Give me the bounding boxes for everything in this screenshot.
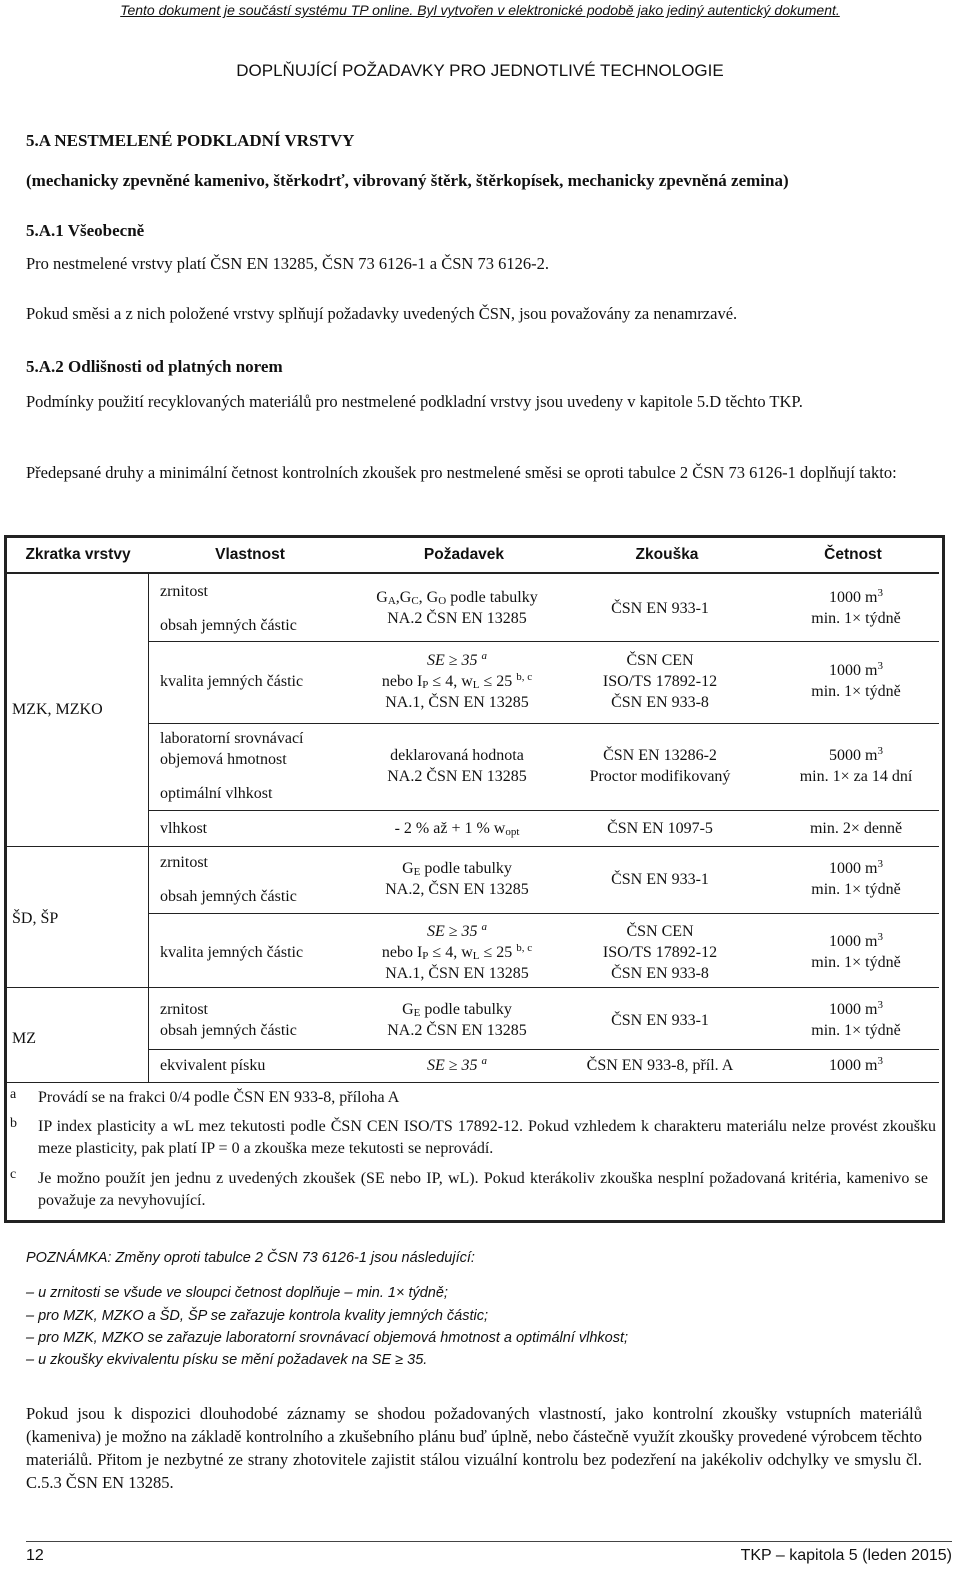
frequency: 5000 $m^3$ [829,745,883,764]
property: obsah jemných částic [160,617,297,634]
grid-line [7,1082,939,1083]
test: ČSN EN 933-1 [611,1012,709,1029]
requirement: NA.2 ČSN EN 13285 [387,768,527,785]
frequency: min. 2× denně [809,820,903,837]
requirement: nebo $I_P \le 4$, $w_L \le 25$ $^{b, c}$ [381,942,533,962]
grid-line [148,913,939,914]
frequency: 1000 $m^3$ [829,858,883,877]
property: objemová hmotnost [160,751,287,768]
section-subheading: (mechanicky zpevněné kamenivo, štěrkodrť, vibrovaný štěrk, štěrkopísek, mechanicky zpevněná zemina) [26,171,789,190]
property: zrnitost [160,854,208,871]
test: ČSN EN 933-1 [611,871,709,888]
note-mark: a [10,1087,17,1102]
remark-heading: POZNÁMKA: Změny oproti tabulce 2 ČSN 73 6126-1 jsou následující: [26,1250,475,1266]
test: ČSN EN 933-8 [611,694,709,711]
section-heading: 5.A NESTMELENÉ PODKLADNÍ VRSTVY [26,131,355,150]
footer-title: TKP – kapitola 5 (leden 2015) [740,1547,952,1564]
layer-label: MZK, MZKO [12,701,103,718]
frequency: 1000 $m^3$ [829,931,883,950]
remark-item: – pro MZK, MZKO se zařazuje laboratorní srovnávací objemová hmotnost a optimální vlhkost; [26,1330,629,1346]
frequency: 1000 $m^3$ [829,587,883,606]
test: ČSN EN 933-8, příl. A [586,1057,734,1074]
note-mark: c [10,1167,17,1182]
grid-line [148,846,149,987]
frequency: min. 1× týdně [811,1022,901,1039]
test: Proctor modifikovaný [589,768,731,785]
requirement: NA.2, ČSN EN 13285 [385,881,529,898]
s2-heading: 5.A.2 Odlišnosti od platných norem [26,357,283,376]
frequency: min. 1× za 14 dní [799,768,913,785]
s1-paragraph-2: Pokud směsi a z nich položené vrstvy splňují požadavky uvedených ČSN, jsou považovány za nenamrzavé. [26,304,738,323]
layer-label: MZ [12,1030,36,1047]
note-mark: b [10,1116,17,1131]
header-property: Vlastnost [215,546,285,563]
property: obsah jemných částic [160,888,297,905]
grid-line [7,846,939,847]
note-a: Provádí se na frakci 0/4 podle ČSN EN 933-8, příloha A [38,1089,400,1106]
grid-line [7,987,939,988]
requirement: NA.2 ČSN EN 13285 [387,610,527,627]
requirement: $G_E$ podle tabulky [402,1001,512,1019]
requirement: SE ≥ 35 $^a$ [426,650,488,669]
test: ISO/TS 17892-12 [602,944,718,961]
test: ČSN EN 933-8 [611,965,709,982]
requirement: - 2 % až + 1 % $w_{opt}$ [394,820,520,838]
header-frequency: Četnost [824,546,882,563]
frequency: min. 1× týdně [811,881,901,898]
remark-item: – u zrnitosti se všude ve sloupci četnost doplňuje – min. 1× týdně; [26,1285,448,1301]
grid-line [148,641,939,642]
s1-heading: 5.A.1 Všeobecně [26,221,145,240]
test: ČSN CEN [626,652,694,669]
footer-rule [26,1541,952,1542]
chapter-title: DOPLŇUJÍCÍ POŽADAVKY PRO JEDNOTLIVÉ TECHNOLOGIE [236,61,724,80]
requirement: NA.2 ČSN EN 13285 [387,1022,527,1039]
requirement: $G_E$ podle tabulky [402,860,512,878]
property: optimální vlhkost [160,785,273,802]
note-c: Je možno použít jen jednu z uvedených zkoušek (SE nebo IP, wL). Pokud kterákoliv zkouška nesplní požadovaná kritéria, kamenivo se považuje za nevyhovující. [38,1170,928,1209]
test: ČSN EN 13286-2 [603,747,717,764]
test: ČSN EN 1097-5 [607,820,713,837]
header-requirement: Požadavek [423,546,505,563]
grid-line [148,810,939,811]
header-layer: Zkratka vrstvy [25,546,131,563]
property: ekvivalent písku [160,1057,266,1074]
requirement: SE ≥ 35 $^a$ [426,921,488,940]
system-banner: Tento dokument je součástí systému TP online. Byl vytvořen v elektronické podobě jako jediný autentický dokument. [120,2,840,18]
grid-line [148,573,149,846]
grid-line [148,987,149,1082]
remark-item: – pro MZK, MZKO a ŠD, ŠP se zařazuje kontrola kvality jemných částic; [26,1308,489,1324]
requirement: $G_A,G_C$, $G_O$ podle tabulky [376,589,538,607]
frequency: min. 1× týdně [811,683,901,700]
property: vlhkost [160,820,208,837]
test: ČSN EN 933-1 [611,600,709,617]
s1-paragraph-1: Pro nestmelené vrstvy platí ČSN EN 13285, ČSN 73 6126-1 a ČSN 73 6126-2. [26,254,549,273]
grid-line [148,1049,939,1050]
property: laboratorní srovnávací [160,730,304,747]
property: obsah jemných částic [160,1022,297,1039]
requirement: NA.1, ČSN EN 13285 [385,965,529,982]
remark-item: – u zkoušky ekvivalentu písku se mění požadavek na SE ≥ 35. [26,1352,428,1368]
property: kvalita jemných částic [160,944,304,961]
header-test: Zkouška [635,546,699,563]
note-b: IP index plasticity a wL mez tekutosti podle ČSN CEN ISO/TS 17892-12. Pokud vzhledem k charakteru materiálu nelze provést zkoušku meze plasticity, pak platí IP = 0 a zkouška meze tekutosti se neprovádí. [38,1118,936,1157]
layer-label: ŠD, ŠP [12,910,59,927]
requirement: SE ≥ 35 $^a$ [426,1055,488,1074]
property: zrnitost [160,583,208,600]
test: ČSN CEN [626,923,694,940]
requirement: NA.1, ČSN EN 13285 [385,694,529,711]
property: kvalita jemných částic [160,673,304,690]
frequency: 1000 $m^3$ [829,660,883,679]
table-header-row [7,538,939,574]
s2-paragraph-2: Předepsané druhy a minimální četnost kontrolních zkoušek pro nestmelené směsi se oproti tabulce 2 ČSN 73 6126-1 doplňují takto: [26,463,897,482]
property: zrnitost [160,1001,208,1018]
test: ISO/TS 17892-12 [602,673,718,690]
frequency: min. 1× týdně [811,610,901,627]
requirement: nebo $I_P \le 4$, $w_L \le 25$ $^{b, c}$ [381,671,533,691]
page-number: 12 [26,1547,44,1564]
grid-line [148,723,939,724]
requirement: deklarovaná hodnota [390,747,524,764]
frequency: min. 1× týdně [811,954,901,971]
closing-paragraph: Pokud jsou k dispozici dlouhodobé záznamy se shodou požadovaných vlastností, jako kontrolní zkoušky vstupních materiálů (kameniva) je možno na základě kontrolního a zkušebního plánu buď úplně, nebo částečně využít zkoušky provedené výrobcem těchto materiálů. Přitom je nezbytné ze strany zhotovitele zajistit stálou vizuální kontrolu bez podezření na jakékoliv odchylky ve smyslu čl. C.5.3 ČSN EN 13285. [26,1404,922,1492]
frequency: 1000 $m^3$ [829,1055,883,1074]
s2-paragraph-1: Podmínky použití recyklovaných materiálů pro nestmelené podkladní vrstvy jsou uvedeny v kapitole 5.D těchto TKP. [26,392,803,411]
frequency: 1000 $m^3$ [829,999,883,1018]
